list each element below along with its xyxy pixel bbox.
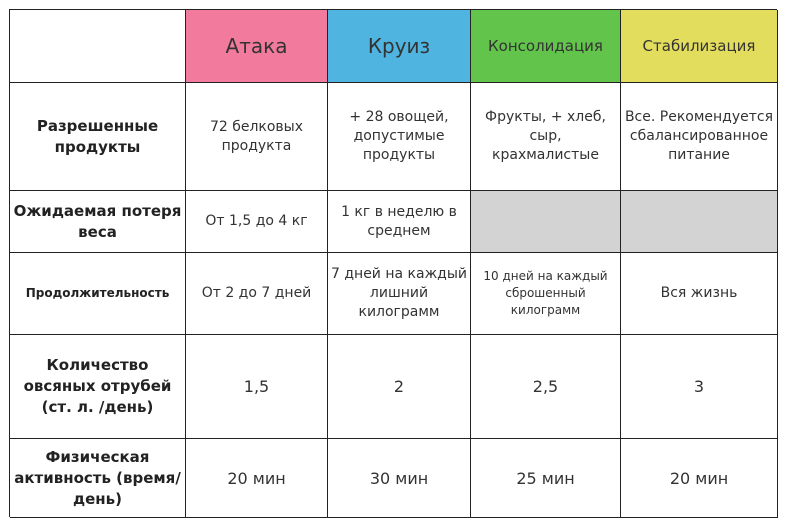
- cell-oat-attack: 1,5: [186, 335, 328, 439]
- cell-activity-attack: 20 мин: [186, 439, 328, 518]
- header-cruise: Круиз: [328, 10, 471, 83]
- cell-loss-stabilization: [621, 191, 778, 253]
- cell-duration-attack: От 2 до 7 дней: [186, 253, 328, 335]
- corner-cell: [10, 10, 186, 83]
- row-label-allowed-products: Разрешенные продукты: [10, 83, 186, 191]
- row-label-duration: Продолжительность: [10, 253, 186, 335]
- cell-activity-stabilization: 20 мин: [621, 439, 778, 518]
- cell-duration-stabilization: Вся жизнь: [621, 253, 778, 335]
- cell-allowed-stabilization: Все. Рекомендуется сбалансированное питание: [621, 83, 778, 191]
- cell-oat-cruise: 2: [328, 335, 471, 439]
- cell-oat-consolidation: 2,5: [471, 335, 621, 439]
- header-consolidation: Консолидация: [471, 10, 621, 83]
- cell-duration-cruise: 7 дней на каждый лишний килограмм: [328, 253, 471, 335]
- cell-loss-consolidation: [471, 191, 621, 253]
- cell-loss-cruise: 1 кг в неделю в среднем: [328, 191, 471, 253]
- header-attack: Атака: [186, 10, 328, 83]
- row-label-expected-loss: Ожидаемая потеря веса: [10, 191, 186, 253]
- cell-allowed-consolidation: Фрукты, + хлеб, сыр, крахмалистые: [471, 83, 621, 191]
- cell-allowed-cruise: + 28 овощей, допустимые продукты: [328, 83, 471, 191]
- cell-activity-consolidation: 25 мин: [471, 439, 621, 518]
- cell-oat-stabilization: 3: [621, 335, 778, 439]
- diet-phases-table: [9, 9, 777, 517]
- row-label-physical-activity: Физическая активность (время/день): [10, 439, 186, 518]
- cell-duration-consolidation: 10 дней на каждый сброшенный килограмм: [471, 253, 621, 335]
- header-stabilization: Стабилизация: [621, 10, 778, 83]
- cell-loss-attack: От 1,5 до 4 кг: [186, 191, 328, 253]
- cell-allowed-attack: 72 белковых продукта: [186, 83, 328, 191]
- cell-activity-cruise: 30 мин: [328, 439, 471, 518]
- row-label-oat-bran: Количество овсяных отрубей (ст. л. /день): [10, 335, 186, 439]
